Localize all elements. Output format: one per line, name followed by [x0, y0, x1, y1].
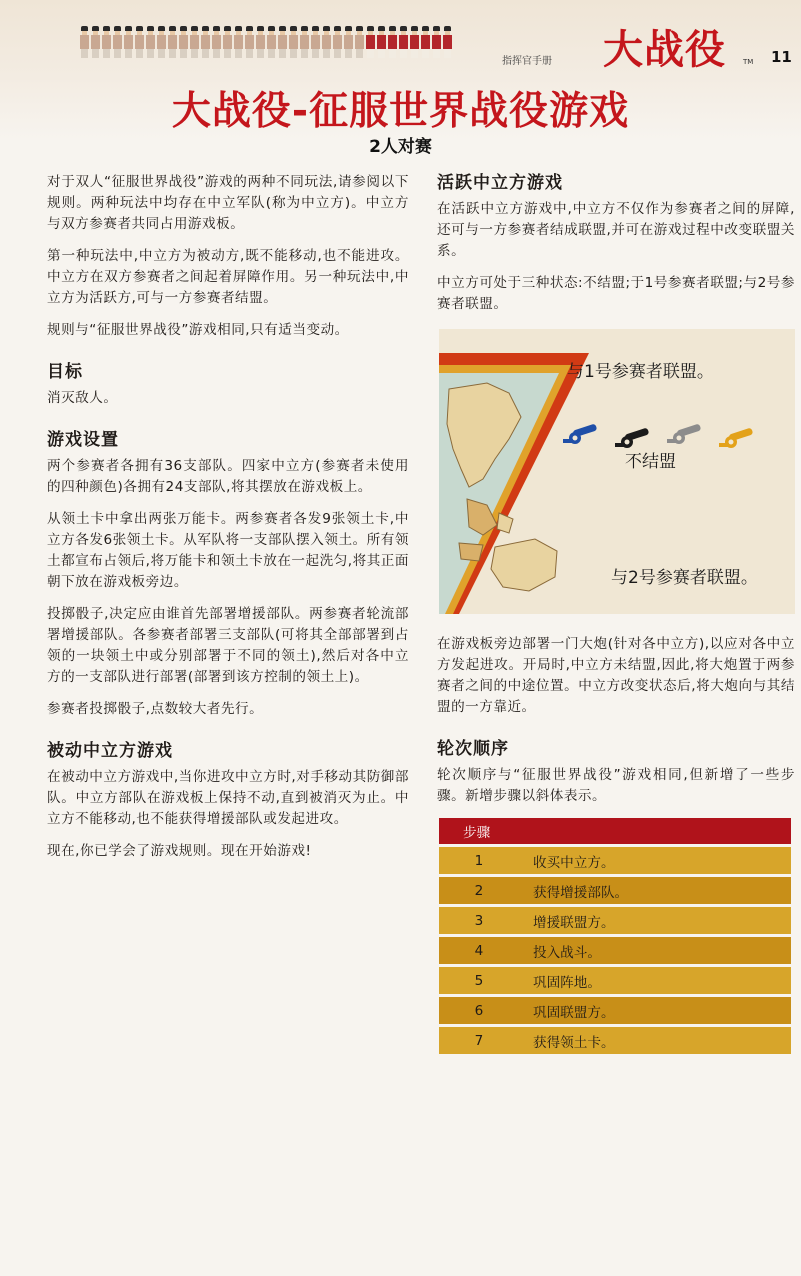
objective-heading: 目标: [47, 362, 83, 382]
step-number: 7: [439, 1026, 533, 1055]
soldier-figure: [80, 26, 89, 58]
step-text: 投入战斗。: [533, 936, 791, 966]
step-number: 1: [439, 846, 533, 876]
step-text: 收买中立方。: [533, 846, 791, 876]
soldier-figure: [168, 26, 177, 58]
soldier-figure: [432, 26, 441, 58]
soldier-figure: [256, 26, 265, 58]
step-number: 3: [439, 906, 533, 936]
step-number: 2: [439, 876, 533, 906]
soldier-figure: [223, 26, 232, 58]
setup-paragraph: 两个参赛者各拥有36支部队。四家中立方(参赛者未使用的四种颜色)各拥有24支部队,将其摆放在游戏板上。: [47, 458, 409, 495]
soldier-figure: [91, 26, 100, 58]
soldier-figure: [179, 26, 188, 58]
step-text: 巩固阵地。: [533, 966, 791, 996]
manual-label: 指挥官手册: [502, 56, 552, 67]
table-row: [439, 966, 791, 996]
alliance-map-figure: [439, 329, 795, 614]
cannon-icon: [717, 423, 757, 451]
active-neutral-paragraph: 在活跃中立方游戏中,中立方不仅作为参赛者之间的屏障,还可与一方参赛者结成联盟,并可在游戏过程中改变联盟关系。: [437, 201, 795, 259]
cannon-icon: [665, 419, 705, 447]
passive-neutral-paragraph: 现在,你已学会了游戏规则。现在开始游戏!: [47, 843, 312, 859]
passive-neutral-heading: 被动中立方游戏: [47, 741, 173, 761]
turn-order-heading: 轮次顺序: [437, 739, 509, 759]
objective-text: 消灭敌人。: [47, 390, 118, 406]
page-number: 11: [771, 48, 792, 66]
soldier-row-illustration: [80, 26, 460, 60]
soldier-figure: [410, 26, 419, 58]
alliance-label-player1: 与1号参赛者联盟。: [567, 362, 714, 382]
soldier-figure: [102, 26, 111, 58]
table-row: [439, 996, 791, 1026]
page-subtitle: 2人对赛: [369, 137, 432, 157]
soldier-figure: [377, 26, 386, 58]
soldier-figure: [124, 26, 133, 58]
soldier-figure: [344, 26, 353, 58]
setup-paragraph: 参赛者投掷骰子,点数较大者先行。: [47, 701, 264, 717]
table-row: [439, 1026, 791, 1055]
passive-neutral-paragraph: 在被动中立方游戏中,当你进攻中立方时,对手移动其防御部队。中立方部队在游戏板上保持不动,直到被消灭为止。中立方不能移动,也不能获得增援部队或发起进攻。: [47, 769, 409, 827]
intro-paragraph: 对于双人“征服世界战役”游戏的两种不同玩法,请参阅以下规则。两种玩法中均存在中立军队(称为中立方)。中立方与双方参赛者共同占用游戏板。: [47, 174, 409, 232]
step-number: 6: [439, 996, 533, 1026]
left-column: [47, 172, 409, 873]
step-number: 5: [439, 966, 533, 996]
intro-paragraph: 第一种玩法中,中立方为被动方,既不能移动,也不能进攻。中立方在双方参赛者之间起着屏障作用。另一种玩法中,中立方为活跃方,可与一方参赛者结盟。: [47, 248, 409, 306]
step-text: 增援联盟方。: [533, 906, 791, 936]
soldier-figure: [322, 26, 331, 58]
soldier-figure: [190, 26, 199, 58]
soldier-figure: [146, 26, 155, 58]
soldier-figure: [201, 26, 210, 58]
soldier-figure: [289, 26, 298, 58]
soldier-figure: [234, 26, 243, 58]
brand-logo: 大战役: [603, 27, 726, 73]
table-row: [439, 936, 791, 966]
active-neutral-paragraph: 中立方可处于三种状态:不结盟;于1号参赛者联盟;与2号参赛者联盟。: [437, 275, 795, 312]
soldier-figure: [355, 26, 364, 58]
step-text: 获得领土卡。: [533, 1026, 791, 1055]
page-title: 大战役-征服世界战役游戏: [171, 89, 630, 134]
soldier-figure: [399, 26, 408, 58]
table-row: [439, 846, 791, 876]
soldier-figure: [113, 26, 122, 58]
soldier-figure: [366, 26, 375, 58]
soldier-figure: [333, 26, 342, 58]
setup-heading: 游戏设置: [47, 430, 119, 450]
soldier-figure: [300, 26, 309, 58]
cannon-paragraph: 在游戏板旁边部署一门大炮(针对各中立方),以应对各中立方发起进攻。开局时,中立方未结盟,因此,将大炮置于两参赛者之间的中途位置。中立方改变状态后,将大炮向与其结盟的一方靠近。: [437, 636, 795, 715]
soldier-figure: [245, 26, 254, 58]
intro-paragraph: 规则与“征服世界战役”游戏相同,只有适当变动。: [47, 322, 349, 338]
alliance-label-player2: 与2号参赛者联盟。: [611, 568, 758, 588]
soldier-figure: [421, 26, 430, 58]
steps-table: [439, 818, 791, 1054]
step-number: 4: [439, 936, 533, 966]
cannon-icon: [561, 419, 601, 447]
setup-paragraph: 从领土卡中拿出两张万能卡。两参赛者各发9张领土卡,中立方各发6张领土卡。从军队将一支部队摆入领土。所有领土都宣布占领后,将万能卡和领土卡放在一起洗匀,将其正面朝下放在游戏板旁边。: [47, 511, 409, 590]
step-text: 获得增援部队。: [533, 876, 791, 906]
soldier-figure: [278, 26, 287, 58]
steps-table-header: 步骤: [439, 818, 791, 846]
soldier-figure: [135, 26, 144, 58]
right-column: [437, 168, 795, 1054]
turn-order-text: 轮次顺序与“征服世界战役”游戏相同,但新增了一些步骤。新增步骤以斜体表示。: [437, 767, 795, 804]
soldier-figure: [157, 26, 166, 58]
trademark-mark: TM: [743, 58, 754, 66]
soldier-figure: [443, 26, 452, 58]
soldier-figure: [388, 26, 397, 58]
table-row: [439, 876, 791, 906]
soldier-figure: [267, 26, 276, 58]
table-row: [439, 906, 791, 936]
active-neutral-heading: 活跃中立方游戏: [437, 173, 563, 193]
soldier-figure: [212, 26, 221, 58]
cannon-row: [561, 419, 761, 447]
setup-paragraph: 投掷骰子,决定应由谁首先部署增援部队。两参赛者轮流部署增援部队。各参赛者部署三支部队(可将其全部部署到占领的一块领土中或分别部署于不同的领土),然后对各中立方的一支部队进行部署(部署到该方控制的领土上)。: [47, 606, 409, 685]
step-text: 巩固联盟方。: [533, 996, 791, 1026]
soldier-figure: [311, 26, 320, 58]
alliance-label-unaligned: 不结盟: [625, 452, 676, 472]
